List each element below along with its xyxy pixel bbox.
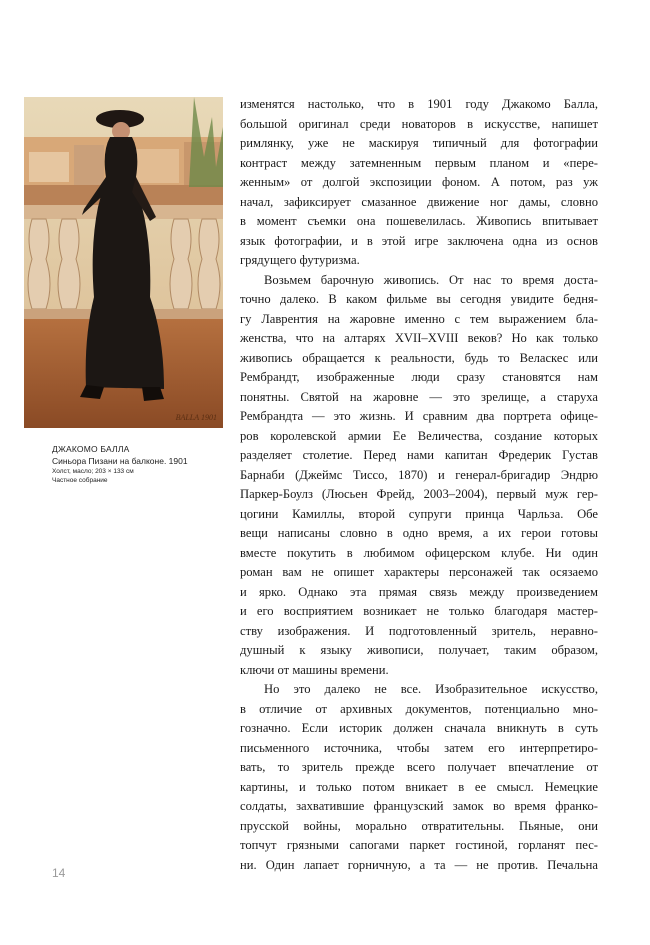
text-line: женным» от долгой экспозиции фоном. А потом, раз уж: [240, 175, 598, 189]
text-line: язык фотографии, и в этой игре заключена одна из основ: [240, 233, 598, 248]
text-line: и его восприятием возникает не только благодаря мастер-: [240, 604, 598, 618]
text-line: вещи написаны словно в одно время, а их герои готовы: [240, 526, 598, 540]
figure-caption: [52, 444, 227, 485]
text-line: прусской войны, морально отвратительны. Пьяные, они: [240, 818, 598, 833]
text-line: понятны. Святой на жаровне — это зрелище, а старуха: [240, 389, 598, 404]
text-line: в отличие от архивных документов, потенциально мно-: [240, 701, 598, 716]
text-line: ключи от машины времени.: [240, 662, 389, 677]
text-line: женства, что на алтарях XVII–XVIII веков? Но как только: [240, 331, 598, 345]
text-line: гу Лаврентия на жаровне именно с тем выражением бла-: [240, 311, 598, 326]
text-line: цогини Камиллы, второй супруги принца Чарльза. Обе: [240, 506, 598, 521]
caption-medium: Холст, масло; 203 × 133 см: [52, 468, 134, 475]
text-line: вать, то зритель прежде всего получает впечатление от: [240, 760, 598, 774]
text-line: Рембрандта — это жизнь. И сравним два портрета офице-: [240, 409, 598, 423]
text-line: живопись обращается к реальности, будь то Веласкес или: [240, 350, 598, 365]
text-line: большой оригинал среди новаторов в искусстве, напишет: [240, 116, 598, 131]
text-line: Рембрандт, изображенные люди сразу становятся нам: [240, 370, 598, 384]
text-line: грядущего футуризма.: [240, 253, 360, 267]
text-line: вместе покутить в любимом офицерском клубе. Ни один: [240, 545, 598, 560]
painting-signature: BALLA 1901: [175, 413, 217, 422]
text-line: точно далеко. В каком фильме вы сегодня увидите бедня-: [240, 292, 598, 306]
body-text: [240, 95, 598, 875]
text-line: топчут грязными сапогами паркет гостиной, горланят пес-: [240, 838, 598, 852]
text-line: письменного источника, чтобы затем его интерпретиро-: [240, 740, 598, 755]
text-line: изменятся настолько, что в 1901 году Джакомо Балла,: [240, 97, 598, 111]
text-line: начал, зафиксирует смазанное движение ног дамы, словно: [240, 194, 598, 209]
text-line: роман вам не опишет характеры персонажей так осязаемо: [240, 565, 598, 579]
text-line: в момент съемки она пошевелилась. Живопись впитывает: [240, 214, 598, 228]
caption-collection: Частное собрание: [52, 477, 108, 484]
caption-artist: ДЖАКОМО БАЛЛА: [52, 444, 130, 454]
text-line: ству изображения. И подготовленный зритель, неравно-: [240, 623, 598, 638]
text-line: Возьмем барочную живопись. От нас то время доста-: [264, 272, 598, 287]
figure-painting: [24, 97, 223, 428]
painting-illustration: [24, 97, 223, 428]
text-line: римлянку, уже не маскируя типичный для фотографии: [240, 136, 598, 150]
text-line: контраст между затемненным первым планом и «пере-: [240, 155, 598, 170]
text-line: Барнаби (Джеймс Тиссо, 1870) и генерал-бригадир Эндрю: [240, 467, 598, 482]
text-line: солдаты, захватившие французский замок во время франко-: [240, 799, 598, 813]
caption-title: Синьора Пизани на балконе. 1901: [52, 456, 188, 466]
text-line: ров королевской армии Ее Величества, создание которых: [240, 428, 598, 443]
text-line: и ярко. Однако эта прямая связь между произведением: [240, 584, 598, 599]
text-line: разделяет столетие. Перед нами капитан Фредерик Густав: [240, 448, 598, 462]
text-line: Паркер-Боулз (Люсьен Фрейд, 2003–2004), первый муж гер-: [240, 487, 598, 501]
text-line: картины, и только потом вникает в ее смысл. Немецкие: [240, 779, 598, 794]
text-line: душный к языку живописи, получает, таким образом,: [240, 643, 598, 657]
text-line: гозначно. Если историк должен сначала вникнуть в суть: [240, 721, 598, 735]
page-number: 14: [52, 866, 66, 880]
text-line: ни. Один лапает горничную, а та — не против. Печальна: [240, 857, 598, 872]
text-line: Но это далеко не все. Изобразительное искусство,: [264, 682, 598, 696]
